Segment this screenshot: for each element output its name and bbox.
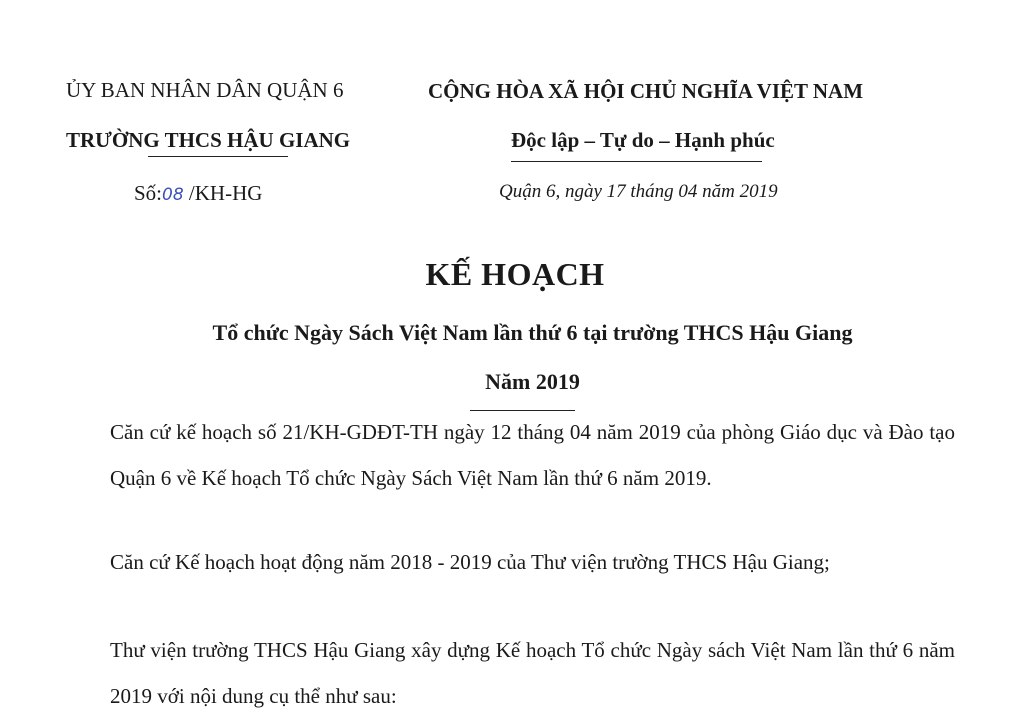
document-number-prefix: Số:: [134, 181, 163, 205]
document-subtitle: Tổ chức Ngày Sách Việt Nam lần thứ 6 tại trường THCS Hậu Giang: [212, 320, 853, 345]
body-paragraph: Căn cứ kế hoạch số 21/KH-GDĐT-TH ngày 12 tháng 04 năm 2019 của phòng Giáo dục và Đào tạo Quận 6 về Kế hoạch Tổ chức Ngày Sách Việt Nam lần thứ 6 năm 2019.: [110, 420, 955, 490]
body-paragraph: Thư viện trường THCS Hậu Giang xây dựng Kế hoạch Tổ chức Ngày sách Việt Nam lần thứ 6 năm 2019 với nội dung cụ thể như sau:: [110, 638, 955, 708]
school-name: TRƯỜNG THCS HẬU GIANG: [66, 128, 351, 152]
national-title: CỘNG HÒA XÃ HỘI CHỦ NGHĨA VIỆT NAM: [428, 79, 864, 103]
document-title: KẾ HOẠCH: [425, 256, 605, 292]
national-motto: Độc lập – Tự do – Hạnh phúc: [511, 128, 775, 152]
document-number-handwritten: 08: [162, 185, 184, 205]
document-year: Năm 2019: [485, 369, 580, 394]
document-number: [134, 181, 262, 206]
motto-underline: [511, 161, 762, 162]
place-and-date: Quận 6, ngày 17 tháng 04 năm 2019: [499, 181, 778, 202]
document-number-suffix: /KH-HG: [183, 181, 263, 205]
body-paragraph: Căn cứ Kế hoạch hoạt động năm 2018 - 2019 của Thư viện trường THCS Hậu Giang;: [110, 550, 830, 574]
school-name-underline: [148, 156, 288, 157]
issuing-authority: ỦY BAN NHÂN DÂN QUẬN 6: [66, 78, 344, 102]
